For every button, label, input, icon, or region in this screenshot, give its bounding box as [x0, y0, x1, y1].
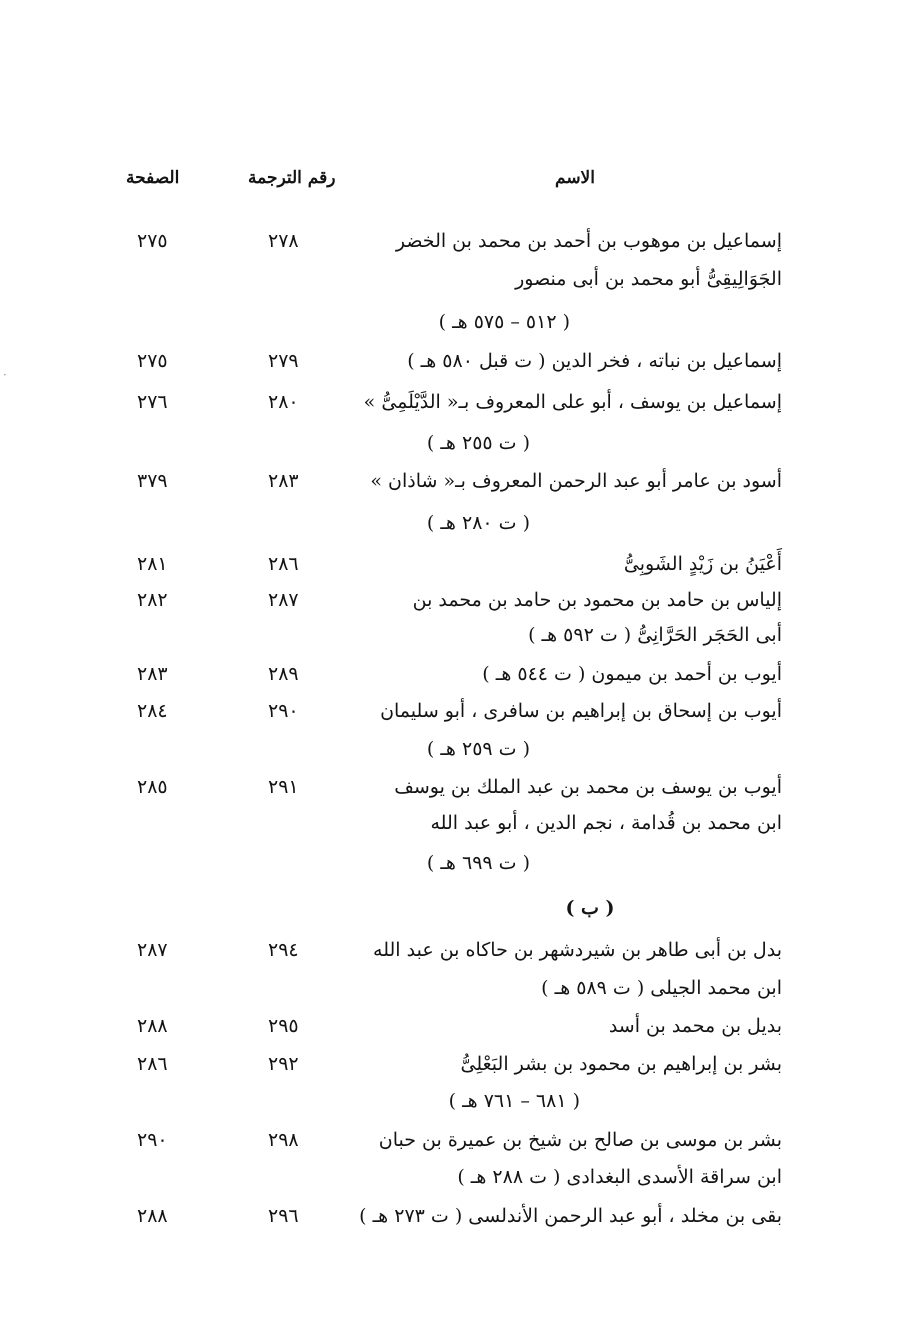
- entry-page: ٢٧٥: [137, 350, 168, 372]
- entry-page: ٢٨٨: [137, 1205, 168, 1227]
- entry-number: ٢٧٩: [268, 350, 299, 372]
- table-row-continuation: [0, 971, 920, 1005]
- table-row: [0, 464, 920, 498]
- entry-name: ابن سراقة الأسدى البغدادى ( ت ٢٨٨ هـ ): [457, 1166, 782, 1188]
- column-header-name: الاسم: [555, 168, 595, 188]
- table-row-continuation: [0, 506, 920, 540]
- entry-name: إسماعيل بن موهوب بن أحمد بن محمد بن الخضر: [395, 230, 782, 252]
- entry-name: أَعْيَنُ بن زَيْدٍ الشَوبِىُّ: [623, 553, 782, 575]
- entry-number: ٢٨٩: [268, 663, 299, 685]
- entry-page: ٢٨٧: [137, 939, 168, 961]
- table-row-continuation: [0, 732, 920, 766]
- entry-number: ٢٩٥: [268, 1015, 299, 1037]
- entry-page: ٢٨٤: [137, 700, 168, 722]
- table-row: [0, 1009, 920, 1043]
- table-row: [0, 933, 920, 967]
- entry-dates: ( ت ٢٨٠ هـ ): [426, 512, 530, 534]
- scan-speck: ·: [3, 368, 7, 382]
- table-row: [0, 770, 920, 804]
- table-row: [0, 1123, 920, 1157]
- entry-page: ٢٨٨: [137, 1015, 168, 1037]
- entry-name: أسود بن عامر أبو عبد الرحمن المعروف بـ« شاذان »: [370, 470, 782, 492]
- entry-page: ٢٨٥: [137, 776, 168, 798]
- entry-page: ٢٨١: [137, 553, 168, 575]
- entry-name: ابن محمد بن قُدامة ، نجم الدين ، أبو عبد الله: [430, 812, 782, 834]
- entry-name: أيوب بن إسحاق بن إبراهيم بن سافرى ، أبو سليمان: [380, 700, 782, 722]
- entry-number: ٢٨٠: [268, 391, 299, 413]
- entry-number: ٢٨٦: [268, 553, 299, 575]
- entry-name: بدل بن أبى طاهر بن شيردشهر بن حاكاه بن عبد الله: [373, 939, 782, 961]
- entry-number: ٢٩٦: [268, 1205, 299, 1227]
- entry-page: ٢٨٢: [137, 589, 168, 611]
- entry-page: ٢٧٥: [137, 230, 168, 252]
- entry-number: ٢٩٢: [268, 1053, 299, 1075]
- table-row: [0, 657, 920, 691]
- entry-name: بديل بن محمد بن أسد: [608, 1015, 782, 1037]
- entry-name: بشر بن موسى بن صالح بن شيخ بن عميرة بن حبان: [378, 1129, 782, 1151]
- table-row: [0, 583, 920, 617]
- entry-name: بقى بن مخلد ، أبو عبد الرحمن الأندلسى ( ت ٢٧٣ هـ ): [359, 1205, 782, 1227]
- entry-number: ٢٨٣: [268, 470, 299, 492]
- entry-dates: ( ت ٢٥٥ هـ ): [426, 432, 530, 454]
- table-row: [0, 344, 920, 378]
- table-row-continuation: [0, 618, 920, 652]
- table-row-continuation: [0, 262, 920, 296]
- entry-number: ٢٩٠: [268, 700, 299, 722]
- entry-dates: ( ٥١٢ – ٥٧٥ هـ ): [438, 311, 570, 333]
- entry-name: ابن محمد الجيلى ( ت ٥٨٩ هـ ): [541, 977, 782, 999]
- entry-dates: ( ت ٢٥٩ هـ ): [426, 738, 530, 760]
- entry-number: ٢٩٤: [268, 939, 299, 961]
- table-row-continuation: [0, 426, 920, 460]
- section-heading-ba: ( ب ): [565, 897, 615, 919]
- entry-name: أيوب بن يوسف بن محمد بن عبد الملك بن يوسف: [394, 776, 782, 798]
- entry-dates: ( ت ٦٩٩ هـ ): [426, 852, 530, 874]
- table-row: [0, 1199, 920, 1233]
- entry-dates: ( ٦٨١ – ٧٦١ هـ ): [448, 1090, 580, 1112]
- column-header-entry-number: رقم الترجمة: [248, 168, 336, 188]
- entry-name: الجَوَالِيقِىُّ أبو محمد بن أبى منصور: [515, 268, 782, 290]
- entry-page: ٢٧٦: [137, 391, 168, 413]
- table-row-continuation: [0, 846, 920, 880]
- table-row: [0, 547, 920, 581]
- table-row: [0, 224, 920, 258]
- table-row: [0, 385, 920, 419]
- table-row: [0, 1047, 920, 1081]
- entry-page: ٢٨٣: [137, 663, 168, 685]
- table-row-continuation: [0, 806, 920, 840]
- section-heading-row: [0, 891, 920, 925]
- column-header-page: الصفحة: [126, 168, 180, 188]
- table-row-continuation: [0, 305, 920, 339]
- entry-name: بشر بن إبراهيم بن محمود بن بشر البَعْلِىُّ: [460, 1053, 782, 1075]
- entry-name: إسماعيل بن نباته ، فخر الدين ( ت قبل ٥٨٠ هـ ): [407, 350, 782, 372]
- entry-page: ٣٧٩: [137, 470, 168, 492]
- entry-number: ٢٧٨: [268, 230, 299, 252]
- table-row-continuation: [0, 1084, 920, 1118]
- entry-number: ٢٨٧: [268, 589, 299, 611]
- entry-name: إلياس بن حامد بن محمود بن حامد بن محمد بن: [412, 589, 782, 611]
- entry-number: ٢٩٨: [268, 1129, 299, 1151]
- entry-page: ٢٩٠: [137, 1129, 168, 1151]
- entry-name: أيوب بن أحمد بن ميمون ( ت ٥٤٤ هـ ): [482, 663, 782, 685]
- entry-page: ٢٨٦: [137, 1053, 168, 1075]
- entry-number: ٢٩١: [268, 776, 299, 798]
- entry-name: إسماعيل بن يوسف ، أبو على المعروف بـ« الدَّيْلَمِىُّ »: [363, 391, 782, 413]
- table-row: [0, 694, 920, 728]
- table-row-continuation: [0, 1160, 920, 1194]
- entry-name: أبى الحَجَر الحَرَّانِىُّ ( ت ٥٩٢ هـ ): [528, 624, 782, 646]
